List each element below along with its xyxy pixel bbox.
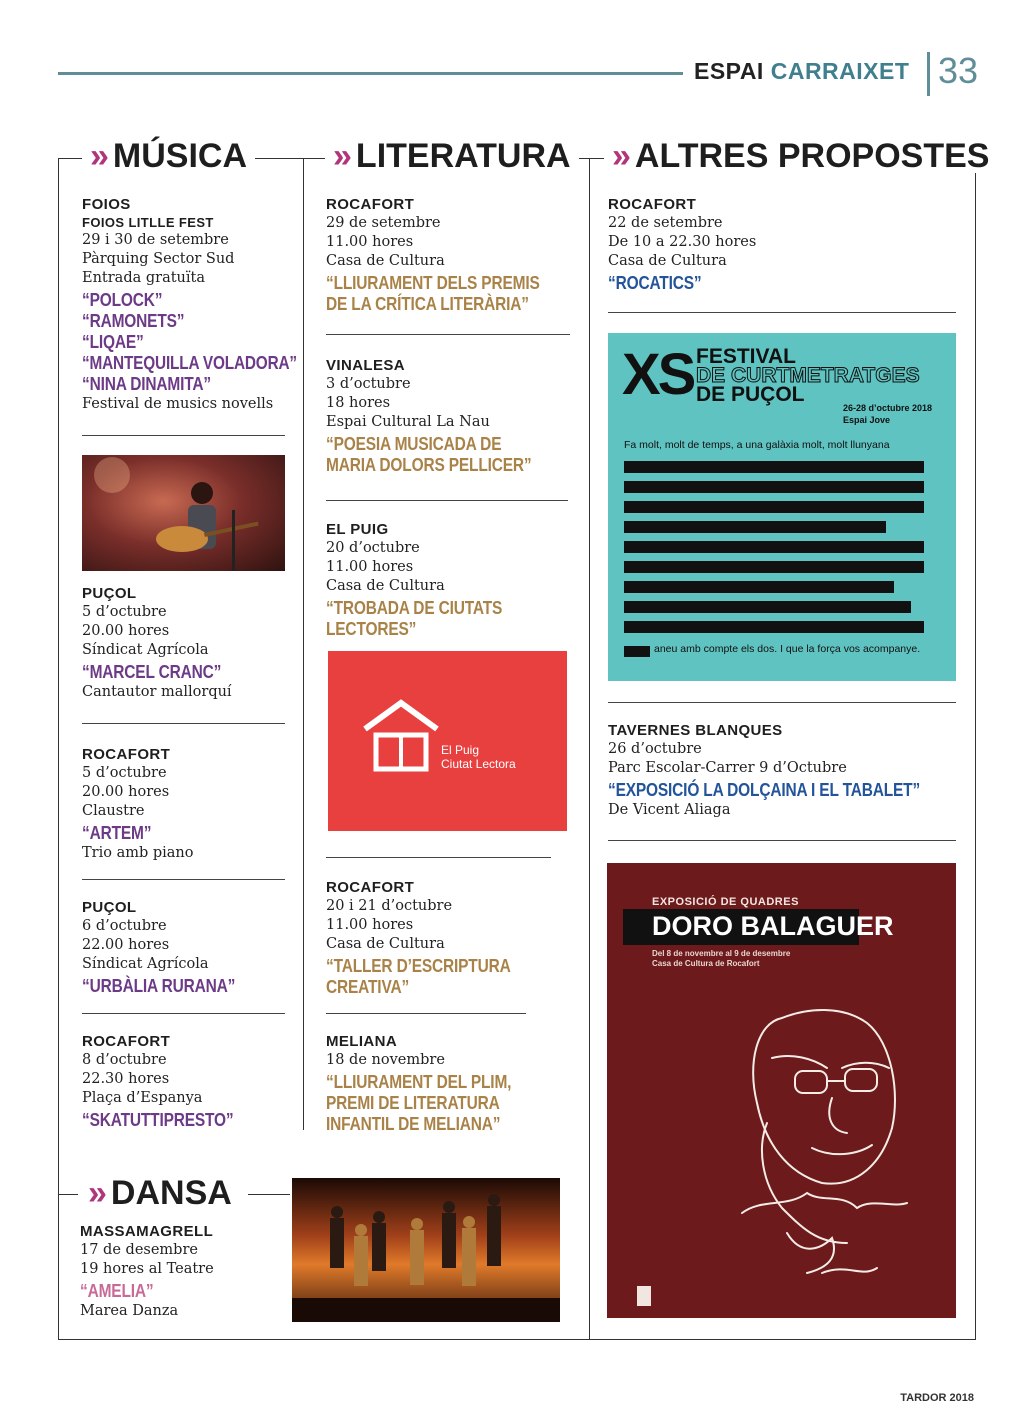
- event-pucol-2: [82, 898, 297, 997]
- section-title-dansa: [80, 1176, 240, 1210]
- event-lit-rocafort-1: [326, 195, 576, 315]
- section-label: LITERATURA: [355, 137, 571, 175]
- sponsor-logo: [637, 1286, 651, 1306]
- event-place: Síndicat Agrícola: [82, 956, 209, 972]
- event-time: 18 hores: [326, 395, 391, 411]
- poster-big-text: XS: [622, 342, 694, 407]
- event-town: FOIOS: [82, 196, 131, 213]
- book-house-logo: [328, 651, 567, 831]
- event-title: “URBÀLIA RURANA”: [82, 976, 236, 996]
- event-time: 19 hores al Teatre: [80, 1261, 214, 1277]
- event-town: ROCAFORT: [82, 746, 171, 763]
- divider: [608, 840, 956, 841]
- event-title: “LIQAE”: [82, 332, 144, 352]
- event-place: Síndicat Agrícola: [82, 642, 209, 658]
- event-time: 22.30 hores: [82, 1071, 170, 1087]
- event-title: “EXPOSICIÓ LA DOLÇAINA I EL TABALET”: [608, 780, 921, 800]
- divider: [326, 334, 570, 335]
- event-place: Casa de Cultura: [326, 253, 445, 269]
- poster-caption: [441, 743, 516, 771]
- event-meliana: [326, 1032, 576, 1135]
- event-price: Entrada gratuïta: [82, 270, 205, 286]
- event-town: ROCAFORT: [326, 879, 415, 896]
- section-marker: »: [333, 137, 352, 175]
- event-rocafort-1: [82, 745, 297, 863]
- event-date: 22 de setembre: [608, 215, 723, 231]
- event-date: 20 d’octubre: [326, 540, 420, 556]
- dance-photo: [292, 1178, 560, 1322]
- event-date: 29 de setembre: [326, 215, 441, 231]
- event-vinalesa: [326, 356, 576, 476]
- event-pucol-1: [82, 584, 297, 702]
- section-label: ALTRES PROPOSTES: [634, 137, 990, 175]
- poster-dates: [843, 402, 932, 426]
- divider: [608, 312, 956, 313]
- section-title-altres: [604, 139, 997, 173]
- redacted-bars: [624, 457, 942, 647]
- poster-artist-name: DORO BALAGUER: [652, 911, 894, 941]
- event-date: 26 d’octubre: [608, 741, 702, 757]
- event-town: MASSAMAGRELL: [80, 1223, 214, 1240]
- el-puig-poster: [328, 651, 567, 831]
- event-title: INFANTIL DE MELIANA”: [326, 1114, 501, 1134]
- divider: [82, 1013, 285, 1014]
- event-note: De Vicent Aliaga: [608, 802, 731, 818]
- event-note: Marea Danza: [80, 1303, 179, 1319]
- xs-festival-poster: [608, 333, 956, 681]
- event-title: “ROCATICS”: [608, 273, 702, 293]
- poster-kicker: EXPOSICIÓ DE QUADRES: [652, 896, 799, 908]
- event-time: 11.00 hores: [326, 917, 414, 933]
- divider: [82, 879, 285, 880]
- event-title: MARIA DOLORS PELLICER”: [326, 455, 532, 475]
- event-time: 11.00 hores: [326, 559, 414, 575]
- poster-caption-line: Ciutat Lectora: [441, 757, 516, 771]
- divider: [326, 1013, 526, 1014]
- event-el-puig: [326, 520, 576, 640]
- event-date: 17 de desembre: [80, 1242, 198, 1258]
- event-town: PUÇOL: [82, 585, 137, 602]
- portrait-sketch: [607, 863, 956, 1318]
- event-date: 8 d’octubre: [82, 1052, 167, 1068]
- event-date: 5 d’octubre: [82, 765, 167, 781]
- frame-left: [58, 158, 59, 1339]
- section-label: MÚSICA: [112, 137, 248, 175]
- poster-title-line: DE CURTMETRATGES: [696, 364, 920, 387]
- event-place: Casa de Cultura: [608, 253, 727, 269]
- poster-outro-text: aneu amb compte els dos. I que la força vos acompanye.: [654, 643, 921, 655]
- event-title: “POESIA MUSICADA DE: [326, 434, 502, 454]
- event-date: 6 d’octubre: [82, 918, 167, 934]
- column-divider-1: [303, 158, 304, 1130]
- event-place: Claustre: [82, 803, 145, 819]
- event-town: PUÇOL: [82, 899, 137, 916]
- event-title: “LLIURAMENT DEL PLIM,: [326, 1072, 512, 1092]
- event-title: PREMI DE LITERATURA: [326, 1093, 500, 1113]
- divider: [326, 857, 551, 858]
- dansa-rule-left: [58, 1194, 78, 1195]
- event-note: Trio amb piano: [82, 845, 194, 861]
- event-date: 18 de novembre: [326, 1052, 445, 1068]
- event-time: 20.00 hores: [82, 784, 170, 800]
- header-separator: [927, 52, 930, 96]
- poster-venue-line: Casa de Cultura de Rocafort: [652, 959, 760, 968]
- event-town: ROCAFORT: [82, 1033, 171, 1050]
- divider: [608, 702, 956, 703]
- section-title-literatura: [325, 139, 579, 173]
- event-title: “LLIURAMENT DELS PREMIS: [326, 273, 540, 293]
- column-divider-2: [589, 158, 590, 1339]
- divider: [326, 500, 568, 501]
- magazine-brand: [694, 58, 909, 85]
- event-title: LECTORES”: [326, 619, 417, 639]
- header-rule: [58, 72, 683, 75]
- event-place: Plaça d’Espanya: [82, 1090, 203, 1106]
- event-title: “POLOCK”: [82, 290, 163, 310]
- event-town: EL PUIG: [326, 521, 389, 538]
- poster-venue-line: Espai Jove: [843, 415, 891, 425]
- event-town: ROCAFORT: [608, 196, 697, 213]
- event-place: Casa de Cultura: [326, 936, 445, 952]
- brand-accent: CARRAIXET: [770, 58, 910, 84]
- poster-caption-line: El Puig: [441, 743, 480, 757]
- poster-title-line: FESTIVAL: [696, 345, 796, 368]
- event-rocafort-2: [82, 1032, 297, 1131]
- event-altres-rocafort: [608, 195, 948, 294]
- event-place: Casa de Cultura: [326, 578, 445, 594]
- event-massamagrell: [80, 1222, 295, 1321]
- event-place: Pàrquing Sector Sud: [82, 251, 235, 267]
- issue-footer: TARDOR 2018: [900, 1392, 974, 1404]
- musician-photo: [82, 455, 285, 571]
- poster-title-line: DE PUÇOL: [696, 383, 805, 406]
- poster-festival-title: [696, 347, 920, 404]
- event-tavernes: [608, 721, 948, 820]
- event-title: “TALLER D’ESCRIPTURA: [326, 956, 511, 976]
- section-label: DANSA: [110, 1174, 232, 1212]
- event-place: Espai Cultural La Nau: [326, 414, 490, 430]
- redacted-bar-short: [624, 646, 650, 657]
- event-place: Parc Escolar-Carrer 9 d’Octubre: [608, 760, 847, 776]
- divider: [82, 723, 285, 724]
- poster-date-line: 26-28 d’octubre 2018: [843, 403, 933, 413]
- page-number: 33: [938, 50, 979, 91]
- event-date: 29 i 30 de setembre: [82, 232, 229, 248]
- event-title: “RAMONETS”: [82, 311, 185, 331]
- section-marker: »: [612, 137, 631, 175]
- event-town: TAVERNES BLANQUES: [608, 722, 783, 739]
- poster-intro-text: Fa molt, molt de temps, a una galàxia molt, molt llunyana: [624, 439, 890, 451]
- dancers-illustration: [292, 1178, 560, 1322]
- doro-balaguer-poster: [607, 863, 956, 1318]
- event-time: 11.00 hores: [326, 234, 414, 250]
- event-lit-rocafort-2: [326, 878, 576, 998]
- event-town: MELIANA: [326, 1033, 398, 1050]
- event-title: “SKATUTTIPRESTO”: [82, 1110, 234, 1130]
- frame-bottom: [58, 1339, 976, 1340]
- event-title: “NINA DINAMITA”: [82, 374, 211, 394]
- event-town: VINALESA: [326, 357, 406, 374]
- event-title: “TROBADA DE CIUTATS: [326, 598, 503, 618]
- musician-illustration: [82, 455, 285, 571]
- frame-right: [975, 158, 976, 1339]
- event-date: 20 i 21 d’octubre: [326, 898, 453, 914]
- event-title: “ARTEM”: [82, 823, 152, 843]
- event-title: “MARCEL CRANC”: [82, 662, 222, 682]
- poster-date-line: Del 8 de novembre al 9 de desembre: [652, 949, 791, 958]
- dansa-rule-right: [248, 1194, 290, 1195]
- event-time: 22.00 hores: [82, 937, 170, 953]
- event-title: DE LA CRÍTICA LITERÀRIA”: [326, 294, 529, 314]
- event-time: 20.00 hores: [82, 623, 170, 639]
- event-note: Cantautor mallorquí: [82, 684, 232, 700]
- event-foios: [82, 195, 297, 414]
- event-title: “AMELIA”: [80, 1281, 154, 1301]
- event-title: CREATIVA”: [326, 977, 410, 997]
- event-title: “MANTEQUILLA VOLADORA”: [82, 353, 297, 373]
- divider: [82, 435, 285, 436]
- event-date: 5 d’octubre: [82, 604, 167, 620]
- section-marker: »: [88, 1174, 107, 1212]
- event-subtitle: FOIOS LITLLE FEST: [82, 215, 214, 230]
- event-note: Festival de musics novells: [82, 396, 274, 412]
- event-town: ROCAFORT: [326, 196, 415, 213]
- event-date: 3 d’octubre: [326, 376, 411, 392]
- section-marker: »: [90, 137, 109, 175]
- section-title-musica: [82, 139, 255, 173]
- brand-main: ESPAI: [694, 58, 764, 84]
- event-time: De 10 a 22.30 hores: [608, 234, 757, 250]
